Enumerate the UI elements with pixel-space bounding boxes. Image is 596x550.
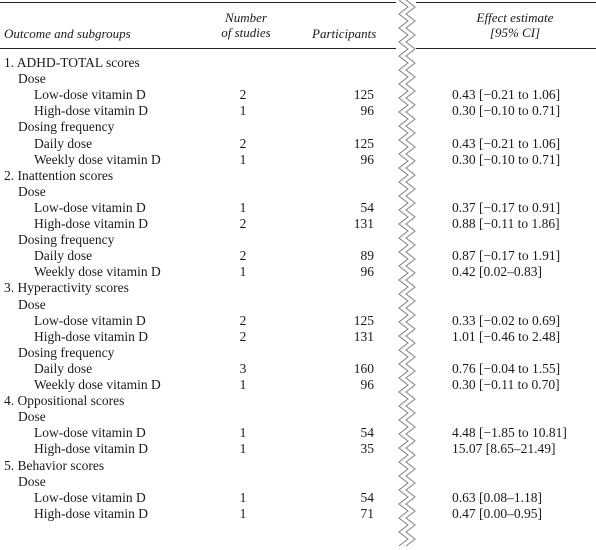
row-effect-estimate: 0.30 [−0.11 to 0.70]: [452, 377, 560, 392]
subgroup-row: [0, 409, 596, 425]
row-label: Dosing frequency: [18, 232, 115, 248]
row-participants: 125: [353, 135, 374, 151]
table-row: [0, 200, 596, 216]
subgroup-row: [0, 119, 596, 135]
row-studies: 1: [239, 425, 247, 441]
row-effect-estimate: 0.30 [−0.10 to 0.71]: [452, 151, 561, 167]
outcome-row: [0, 393, 596, 409]
table-row: [0, 87, 596, 103]
row-participants: 35: [360, 441, 374, 457]
row-participants: 131: [353, 328, 374, 344]
row-studies: 2: [239, 248, 247, 264]
table-row: [0, 506, 596, 522]
table-row: [0, 329, 596, 345]
row-studies: 2: [239, 135, 247, 151]
header-studies-line1: Number: [225, 10, 267, 25]
row-participants: 54: [360, 425, 374, 441]
table-row: [0, 425, 596, 441]
table-row: [0, 264, 596, 280]
row-effect-estimate: 0.43 [−0.21 to 1.06]: [452, 135, 561, 151]
header-studies-line2: of studies: [221, 25, 271, 40]
row-label: Daily dose: [34, 135, 93, 151]
row-participants: 54: [360, 489, 374, 505]
row-label: Low-dose vitamin D: [34, 489, 146, 505]
row-studies: 1: [239, 151, 247, 167]
header-effect-line2: [95% CI]: [489, 25, 541, 40]
row-participants: 96: [360, 377, 374, 392]
header-number-of-studies: [216, 10, 276, 40]
table-header-rule: [0, 48, 396, 49]
row-label: Low-dose vitamin D: [34, 199, 146, 215]
row-label: 1. ADHD-TOTAL scores: [4, 55, 140, 70]
table-row: [0, 313, 596, 329]
row-label: Dose: [18, 71, 46, 87]
row-studies: 1: [239, 377, 247, 392]
row-studies: 1: [239, 489, 247, 505]
row-label: 4. Oppositional scores: [4, 393, 125, 409]
row-effect-estimate: 0.37 [−0.17 to 0.91]: [452, 199, 561, 215]
row-label: Dose: [18, 409, 46, 425]
row-participants: 160: [353, 360, 374, 376]
row-effect-estimate: 0.42 [0.02–0.83]: [452, 264, 542, 280]
subgroup-row: [0, 71, 596, 87]
header-effect-estimate: [440, 10, 590, 40]
subgroup-row: [0, 184, 596, 200]
row-label: Low-dose vitamin D: [34, 425, 146, 441]
row-studies: 1: [239, 505, 247, 521]
row-studies: 2: [239, 87, 247, 103]
row-effect-estimate: 15.07 [8.65–21.49]: [452, 441, 556, 457]
row-participants: 125: [353, 312, 374, 328]
outcome-row: [0, 55, 596, 71]
row-effect-estimate: 1.01 [−0.46 to 2.48]: [452, 328, 561, 344]
table-break-zigzag: [394, 0, 424, 550]
row-effect-estimate: 0.33 [−0.02 to 0.69]: [452, 312, 561, 328]
row-studies: 1: [239, 103, 247, 119]
row-participants: 71: [360, 505, 374, 521]
row-label: Weekly dose vitamin D: [34, 377, 161, 392]
header-participants: Participants: [312, 26, 377, 41]
row-label: Daily dose: [34, 360, 93, 376]
row-participants: 96: [360, 151, 374, 167]
table-top-rule-right: [416, 2, 596, 3]
row-effect-estimate: 0.47 [0.00–0.95]: [452, 505, 542, 521]
row-studies: 1: [239, 264, 247, 280]
row-label: 5. Behavior scores: [4, 457, 105, 473]
row-effect-estimate: 0.30 [−0.10 to 0.71]: [452, 103, 561, 119]
row-label: Weekly dose vitamin D: [34, 264, 161, 280]
row-studies: 2: [239, 216, 247, 231]
row-participants: 54: [360, 199, 374, 215]
row-participants: 96: [360, 264, 374, 280]
row-label: High-dose vitamin D: [34, 103, 148, 119]
row-effect-estimate: 0.88 [−0.11 to 1.86]: [452, 216, 560, 231]
row-effect-estimate: 0.76 [−0.04 to 1.55]: [452, 360, 561, 376]
row-label: 3. Hyperactivity scores: [4, 280, 129, 296]
row-label: Daily dose: [34, 248, 93, 264]
row-label: High-dose vitamin D: [34, 505, 148, 521]
row-label: Dose: [18, 473, 46, 489]
row-label: 2. Inattention scores: [4, 167, 114, 183]
row-label: High-dose vitamin D: [34, 216, 148, 231]
table-top-rule: [0, 2, 396, 3]
row-effect-estimate: 0.63 [0.08–1.18]: [452, 489, 542, 505]
subgroup-row: [0, 297, 596, 313]
table-row: [0, 216, 596, 232]
table-row: [0, 490, 596, 506]
row-participants: 96: [360, 103, 374, 119]
table-row: [0, 248, 596, 264]
outcome-row: [0, 458, 596, 474]
subgroup-row: [0, 474, 596, 490]
table-row: [0, 136, 596, 152]
row-participants: 125: [353, 87, 374, 103]
row-label: Low-dose vitamin D: [34, 87, 146, 103]
row-studies: 2: [239, 312, 247, 328]
row-label: Dose: [18, 296, 46, 312]
row-effect-estimate: 4.48 [−1.85 to 10.81]: [452, 425, 567, 441]
table-row: [0, 377, 596, 393]
table-row: [0, 441, 596, 457]
row-label: Weekly dose vitamin D: [34, 151, 161, 167]
row-studies: 3: [239, 360, 247, 376]
row-participants: 89: [360, 248, 374, 264]
table-header-rule-right: [416, 48, 596, 49]
row-label: High-dose vitamin D: [34, 441, 148, 457]
row-effect-estimate: 0.87 [−0.17 to 1.91]: [452, 248, 561, 264]
row-label: Dosing frequency: [18, 344, 115, 360]
row-studies: 1: [239, 199, 247, 215]
subgroup-row: [0, 232, 596, 248]
outcome-row: [0, 280, 596, 296]
table-row: [0, 361, 596, 377]
row-studies: 1: [239, 441, 247, 457]
row-label: Dose: [18, 183, 46, 199]
row-studies: 2: [239, 328, 247, 344]
table-row: [0, 103, 596, 119]
table-row: [0, 152, 596, 168]
outcome-row: [0, 168, 596, 184]
header-outcome: Outcome and subgroups: [4, 26, 131, 41]
row-effect-estimate: 0.43 [−0.21 to 1.06]: [452, 87, 561, 103]
row-label: High-dose vitamin D: [34, 328, 148, 344]
subgroup-row: [0, 345, 596, 361]
row-label: Low-dose vitamin D: [34, 312, 146, 328]
row-label: Dosing frequency: [18, 119, 115, 135]
header-effect-line1: Effect estimate: [476, 10, 554, 25]
row-participants: 131: [353, 216, 374, 231]
